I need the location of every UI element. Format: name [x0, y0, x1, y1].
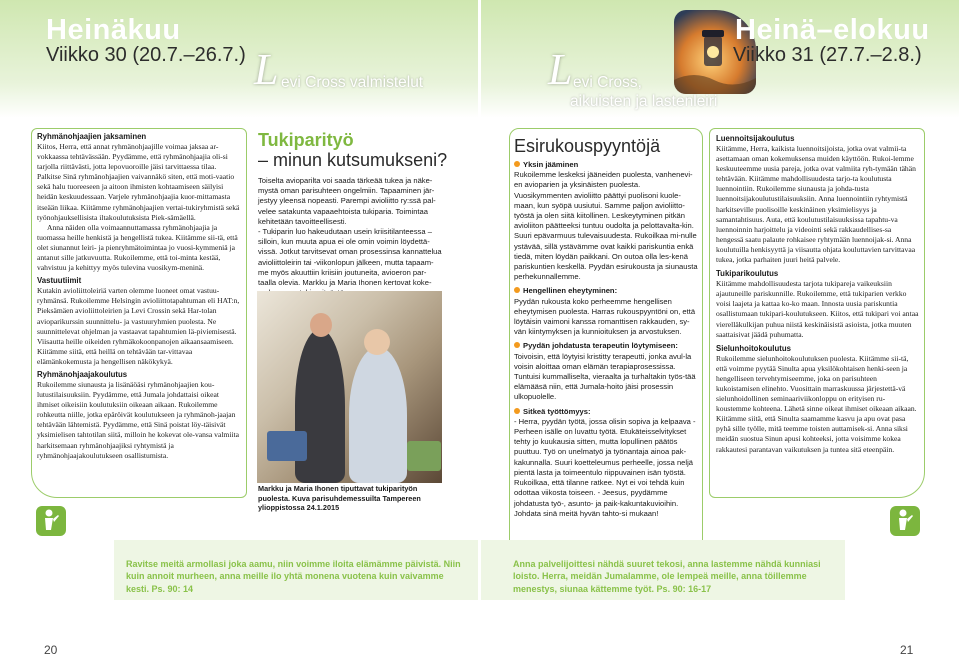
prayer-request-item: [514, 286, 700, 337]
couple-photo: [257, 291, 442, 483]
prayer-request-heading: Yksin jääminen: [523, 160, 579, 169]
support-article-title: Tukiparityö: [258, 130, 354, 150]
paragraph: - Tukiparin luo hakeudutaan usein kriisitilanteessa – silloin, kun muuta apua ei ole omin voimin löydettä-vissä. Jotkut tarvitsevat oman prosessinsa kannattelua avioliittoleirin tai -viikonlopun jälkeen, mutta tapaam-me myös akuuttiin kriisiin joutuneita, avioeron par-taalla olevia. Markku ja Maria Ihonen kertovat koke-: [258, 227, 442, 288]
section-heading: Sielunhoitokoulutus: [716, 343, 791, 353]
prayer-requests-list: [514, 160, 700, 519]
paragraph: Toiselta avioparilta voi saada tärkeää tukea ja näke-mystä oman parisuhteen ongelmiin. Tapaaminen jär-jestyy yleensä nopeasti. Parempi avioliitto ry:ssä pal-velee satakunta vapaaehtoista tukiparia. Toimintaa kehitetään tavoitteellisesti.: [258, 176, 436, 226]
prayer-request-text: Toivoisin, että löytyisi kristitty terapeutti, jonka avul-la voisin aloittaa oman elämän terapiaprosessissa. Tuntuisi kummalliselta, vieraalta ja turhaltakin työs-tää elämääsä niin, että Jumala-hoito jäisi prosessin ulkopuolelle.: [514, 351, 696, 402]
theme-title-right-line2: aikuisten ja lastenleiri: [570, 93, 718, 110]
section-heading: Vastuutiimit: [37, 276, 82, 286]
theme-initial-right: L: [548, 45, 573, 94]
week-label-right: Viikko 31 (27.7.–2.8.): [733, 44, 922, 66]
book-stack: [407, 441, 441, 471]
praying-person-icon: [36, 506, 66, 536]
paragraph: Rukoilemme sielunhoitokoulutuksen puolesta. Kiitämme sii-tä, että voimme pyytää Sinulta apua yksilökohtaisen henki-seen ja hengelliseen tervehtymiseemme, joka on parisuhteen kukoistamisen elinehto. Vuosittain marraskuussa järjestettä-vä sielunhoidollinen seminaariviikonloppu on erityisen ru-koustemme kohteena. Lähetä sinne oikeat ihmiset oikeaan aikaan. Kiitämme siitä, että Sinulta saamamme kasvu ja apu ovat pasa pyhä sille työlle, mitä teemme toisten auttamisek-si. Anna siksi meidän suostua Sinun apusi kohteeksi, jotta voisimme kokea rakkautesi parantavan vaikutuksen ja tuntea sitä eteenpäin.: [716, 353, 917, 454]
support-article-subtitle: – minun kutsumukseni?: [258, 150, 448, 170]
paragraph: Rukoilemme siunausta ja lisänäöäsi ryhmänohjaajien kou-lutustilaisuuksiin. Pyydämme, että Jumala johdattaisi oikeat ihmiset oikeisiin koulutuksiin oikeaan aikaan. Rukoilemme rohkeutta niille, jotka epäröivät koulutukseen ja ryhmänoh-jaajan tehtävään lähtemistä. Pyydämme, että Sinä poistat löy-täisivät yksimielisen tahtotilan siitä, milloin he kokevat ole-vansa valmiita harkitsemaan ryhmänohjaajiksi ryhtymistä ja ryhmänohjaajakoulutukseen osallistumista.: [37, 379, 240, 460]
prayer-request-heading: Hengellinen eheytyminen:: [523, 286, 618, 296]
prayer-request-item: [514, 407, 700, 519]
page-number-right: 21: [900, 643, 914, 657]
paragraph: Kiitämme mahdollisuudesta tarjota tukipareja vaikeuksiin ajautuneille pariskunnille. Rukoilemme, että tukiparien verkko voisi laajeta ja kattaa ko-ko maan. Innosta uusia pariskuntia osallistumaan tukipari-koulutukseen. Kiitos, että tukipari voi antaa vierelläkulkijan puhua niistä keskinäisistä asioista, jotka muuten saattaisivat jäädä puhumatta.: [716, 279, 919, 339]
woman-head: [364, 329, 390, 355]
photo-caption: Markku ja Maria Ihonen tiputtavat tukiparityön puolesta. Kuva parisuhdemessuilta Tampereen ylioppistossa 24.1.2015: [258, 484, 421, 513]
week-label-left: Viikko 30 (20.7.–26.7.): [46, 44, 246, 66]
page-number-left: 20: [44, 643, 58, 657]
praying-person-icon-glyph: [890, 506, 920, 536]
paragraph: Anna näiden olla voimaannuttamassa ryhmänohjaajia ja tuomassa heille henkistä ja hengellistä tukea. Kiitämme sii-tä, että olet siunannut leiri- ja pienryhmätoimintaa jo vuosi-kymmeniä ja antanut sille jatkuvuutta. Rukoilemme, että toi-minta kestää, vahvistuu ja kehittyy myös tulevina vuosikym-meninä.: [37, 222, 238, 273]
man-head: [310, 313, 332, 337]
orange-bullet-icon: [514, 161, 520, 167]
support-article-body: [258, 176, 444, 298]
book-stack: [267, 431, 307, 461]
section-heading: Tukiparikoulutus: [716, 269, 779, 279]
prayer-request-heading: Sitkeä työttömyys:: [523, 406, 591, 416]
prayer-request-item: [514, 341, 700, 402]
paragraph: Kiitos, Herra, että annat ryhmänohjaajille voimaa jaksaa ar-vokkaassa tehtävässään. Pyydämme, että ryhmänohjaajia oli-si tarjolla riittävästi, jotta lepovuoroille jäisi tarvittaessa tilaa. Palkitse Sinä ryhmänohjaajien vaivannäkö siten, että moti-vaatio sekä halu tuoreeseen ja aitoon ihmisten kohtaamiseen säilyisi heidän keskuudessaan. Varjele ryhmänohjaajia kuor-mittamasta itseään liikaa. Kiitämme ryhmänohjaajien vertai-tukiryhmistä sekä työnohjauksellisista iltakoulutuksista Piek-sämäellä.: [37, 142, 240, 222]
prayer-request-text: Rukoilemme leskeksi jääneiden puolesta, vanhenevi-en avioparien ja yksinäisten puolesta. Vuosikymmenten avioliitto päättyi puolisoni kuole-maan, kun syöpä uusiutui. Samme paljon avioliitto-työstä ja olen siitä kiitollinen. Leskeytyminen pitkän avioliiton päätteeksi tuntuu oudolta ja pelottavalta-kin. Suuri epävarmuus tulevaisuudesta. Rukoilkaa mi-nulle ystävää, sillä ystävämme ovat kaikki pariskuntia enkä tiedä, miten löydän paikkani. On outoa olla les-kenä pariskuntien keskellä. Pyydän esirukousta ja siunausta perhekunnallemme.: [514, 170, 698, 282]
prayer-request-text: Pyydän rukousta koko perheemme hengellisen eheytymisen puolesta. Harras rukouspyyntöni on, että löytäisin vaimoni kanssa romanttisen rakkauden, sy-vän kiintymyksen ja kunnioituksen ja arvostuksen.: [514, 296, 696, 337]
paragraph: Kutakin avioliittoleiriä varten olemme luoneet omat vastuu-ryhmänsä. Rukoilemme Helsingin avioliittotapahtuman eli HAT:n, Pieksämäen avioliittoleirien ja Levi Crossin sekä Har-tolan avioparikurssin suunnittelu- ja vastuuryhmien puolesta. Ne suunnittelevat ohjelman ja vastaavat tapahtumien lä-piviemisestä. Viisautta heille oikeiden ryhmäkokoonpanojen aikaansaamiseen. Kiitämme siitä, että heillä on tehtävään tar-vittavaa elämänkokemusta ja hengellisen näkökykyä.: [37, 286, 240, 366]
prayer-column-4: [716, 134, 920, 455]
bible-verse-left: Ravitse meitä armollasi joka aamu, niin voimme iloita elämämme päivistä. Niin kuin annoit murheen, anna meille ilo yhtä monena vuotena kuin vaivamme kesti. Ps. 90: 14: [126, 559, 461, 594]
bible-verse-right: Anna palvelijoittesi nähdä suuret tekosi, anna lastemme nähdä kunniasi loisto. Herra, meidän Jumalamme, ole lempeä meille, anna töillemme menestys, siunaa kättemme työt. Ps. 90: 16-17: [513, 559, 821, 594]
praying-person-icon: [890, 506, 920, 536]
orange-bullet-icon: [514, 342, 520, 348]
orange-bullet-icon: [514, 287, 520, 293]
paragraph: Kiitämme, Herra, kaikista luennoitsijoista, jotka ovat valmii-ta asettamaan oman kokemuksensa muiden käyttöön. Rukoi-lemme keskuuteemme uusia pareja, jotka ovat valmiita ryh-tymään tähän tehtävään. Kiitämme mahdollisuudesta tarjo-ta koulutusta luennointiin. Rukoilemme siunausta ja johda-tusta luennoitsijakoulutustilaisuuksiin. Anna luennointiin ryhtymistä harkitseville puolisoille keskinäinen yksimielisyys ja samantahtisuus. Auta, että koulutustilaisuuksissa tapahtu-va luennoinnin harjoittelu ja videointi sekä rakkaudellises-sa hengessä saatu palaute rohkaisee ryhtymään luennoijak-si. Anna koulutuilla henkisyyttä ja viisautta ohjata kouluttavien tarvittavaa tukea, jotka parhaiten juuri heitä palvele.: [716, 144, 916, 265]
section-heading: Ryhmänohjaajien jaksaminen: [37, 132, 147, 141]
month-title-right: Heinä–elokuu: [735, 14, 930, 46]
woman-figure: [349, 347, 407, 483]
section-heading: Luennoitsijakoulutus: [716, 134, 795, 143]
praying-person-icon-glyph: [36, 506, 66, 536]
prayer-request-item: [514, 160, 700, 282]
month-title-left: Heinäkuu: [46, 14, 181, 46]
theme-title-left: evi Cross valmistelut: [281, 74, 424, 91]
theme-title-right-line1: evi Cross,: [573, 74, 642, 91]
theme-initial-left: L: [254, 45, 279, 94]
section-heading: Ryhmänohjaajakoulutus: [37, 369, 128, 379]
prayer-request-text: - Herra, pyydän työtä, jossa olisin sopiva ja kelpaava - Perheen isälle on luvattu työtä. Etukäteisselvitykset tehty jo kuukausia sitten, mutta lopullinen päätös puuttuu. Työ on unelmatyö ja työnantaja ainoa pak-kakunnalla. Suuri koetteleumus perheelle, jossa neljä pientä lasta ja toimeentulo riippuvainen isän työstä. Rukoilkaa, että tilanne ratkee. Nyt ei voi tehdä kuin odottaa viikosta toiseen. - Jeesus, pyydämme johdatusta työ-, asunto- ja paik-kakuntakuvioihin. Johdata sinä meitä hyvän tahto-si mukaan!: [514, 416, 696, 518]
orange-bullet-icon: [514, 408, 520, 414]
prayer-requests-title: Esirukouspyyntöjä: [514, 136, 661, 156]
prayer-request-heading: Pyydän johdatusta terapeutin löytymiseen:: [523, 341, 678, 351]
prayer-column-1: [37, 132, 242, 461]
